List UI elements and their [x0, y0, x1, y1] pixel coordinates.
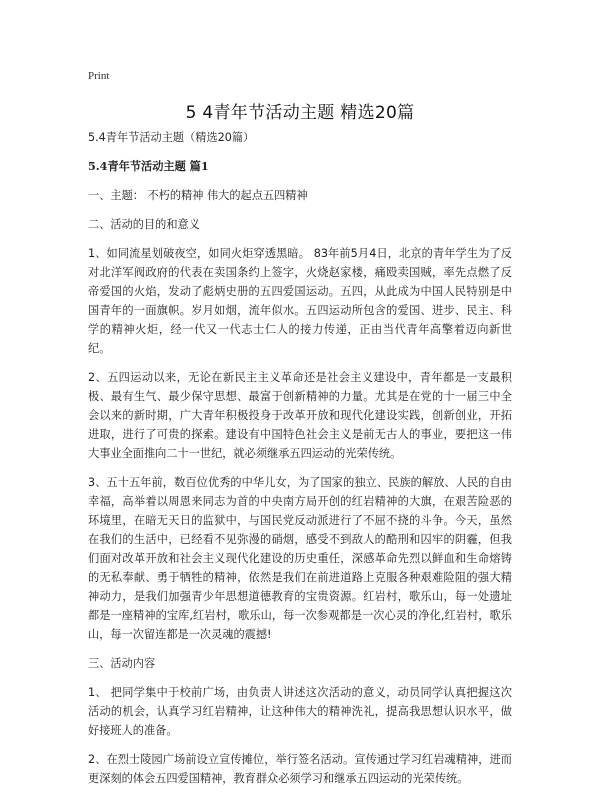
section-heading: 5.4青年节活动主题 篇1: [88, 159, 209, 173]
purpose-heading: 二、活动的目的和意义: [88, 218, 200, 231]
paragraph-1: 1、如同流星划破夜空，如同火炬穿透黑暗。 83年前5月4日，北京的青年学生为了反对北洋军阀政府的代表在卖国条约上签字，火烧赵家楼，痛殴卖国贼，率先点燃了反帝爱国的火焰，发动了彪炳史册的五四爱国运动。五四，从此成为中国人民特别是中国青年的一面旗帜。岁月如烟，流年似水。五四运动所包含的爱国、进步、民主、科学的精神火炬，经一代又一代志士仁人的接力传递，正由当代青年高擎着迈向新世纪。: [88, 247, 512, 355]
activity-paragraph-2: 2、在烈士陵园广场前设立宣传摊位，举行签名活动。宣传通过学习红岩魂精神，进而更深刻的体会五四爱国精神，教育群众必须学习和继承五四运动的光荣传统。: [88, 753, 512, 785]
print-link[interactable]: Print: [88, 70, 110, 82]
article-body: [88, 128, 512, 798]
activity-paragraph-1: 1、 把同学集中于校前广场，由负责人讲述这次活动的意义，动员同学认真把握这次活动的机会，认真学习红岩精神，让这种伟大的精神洗礼，提高我思想认识水平，做好接班人的准备。: [88, 686, 512, 737]
paragraph-2: 2、五四运动以来，无论在新民主主义革命还是社会主义建设中，青年都是一支最积极、最有生气、最少保守思想、最富于创新精神的力量。尤其是在党的十一届三中全会以来的新时期，广大青年积极投身于改革开放和现代化建设实践，创新创业，开拓进取，进行了可贵的探索。建设有中国特色社会主义是前无古人的事业，要把这一伟大事业全面推向二十一世纪，就必须继承五四运动的光荣传统。: [88, 371, 512, 460]
page-title: 5 4青年节活动主题 精选20篇: [185, 103, 415, 123]
theme-line: 一、主题： 不朽的精神 伟大的起点五四精神: [88, 189, 308, 202]
paragraph-3: 3、五十五年前，数百位优秀的中华儿女，为了国家的独立、民族的解放、人民的自由幸福，高举着以周恩来同志为首的中央南方局开创的红岩精神的大旗，在艰苦险恶的环境里，在暗无天日的监狱中，与国民党反动派进行了不屈不挠的斗争。今天，虽然在我们的生活中，已经看不见弥漫的硝烟，感受不到敌人的酷刑和囚牢的阴霾，但我们面对改革开放和社会主义现代化建设的历史重任，深感革命先烈以鲜血和生命熔铸的无私奉献、勇于牺牲的精神，依然是我们在前进道路上克服各种艰难险阻的强大精神动力，是我们加强青少年思想道德教育的宝贵资源。红岩村，歌乐山，每一处遗址都是一座精神的宝库,红岩村，歌乐山，每一次参观都是一次心灵的净化,红岩村，歌乐山，每一次留连都是一次灵魂的震撼!: [88, 476, 512, 641]
activity-heading: 三、活动内容: [88, 657, 156, 670]
article-subtitle: 5.4青年节活动主题（精选20篇）: [88, 131, 255, 144]
